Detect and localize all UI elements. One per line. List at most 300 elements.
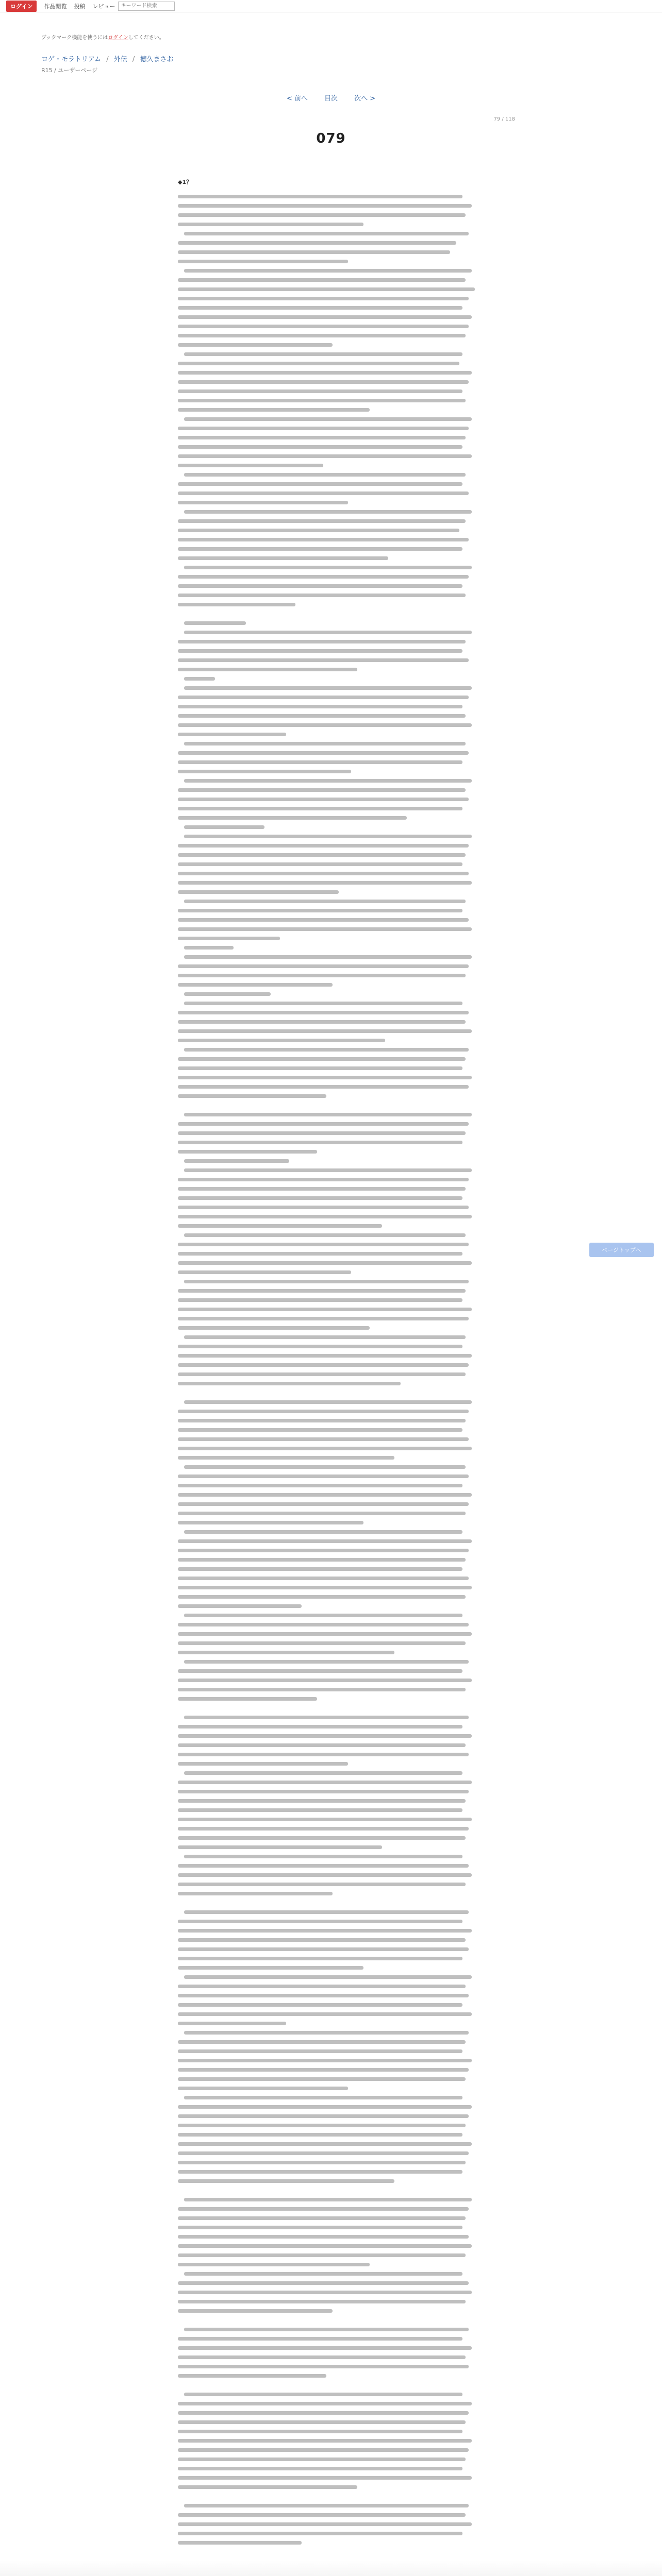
text-line-placeholder	[178, 714, 466, 718]
text-line-placeholder	[178, 1178, 469, 1181]
text-line-placeholder	[178, 315, 472, 319]
breadcrumb	[41, 54, 173, 63]
login-notice	[41, 33, 164, 41]
text-line	[178, 1082, 487, 1091]
text-line-placeholder	[178, 881, 472, 885]
text-line-placeholder	[178, 1725, 462, 1728]
text-line-placeholder	[178, 519, 466, 523]
text-line-placeholder	[178, 195, 462, 198]
text-line	[178, 2417, 487, 2427]
text-line-placeholder	[178, 649, 462, 653]
text-line	[178, 646, 487, 655]
text-line	[178, 1573, 487, 1583]
text-line-placeholder	[178, 1521, 363, 1524]
text-line	[178, 794, 487, 804]
text-line-placeholder	[178, 1604, 302, 1608]
text-line	[178, 284, 487, 294]
text-line	[178, 1240, 487, 1249]
text-line	[178, 257, 487, 266]
text-line-placeholder	[178, 2077, 466, 2081]
text-line-placeholder	[178, 2300, 466, 2303]
text-line-placeholder	[178, 1641, 466, 1645]
text-line	[178, 1870, 487, 1879]
text-line	[178, 2260, 487, 2269]
text-line	[178, 1750, 487, 1759]
text-line-placeholder	[178, 2012, 472, 2016]
text-line	[178, 2529, 487, 2538]
text-line-placeholder	[184, 1530, 462, 1534]
text-line	[178, 2287, 487, 2297]
page-top-button[interactable]: ページトップへ	[589, 1243, 654, 1257]
text-line	[178, 2065, 487, 2074]
text-line-placeholder	[178, 501, 348, 504]
text-line	[178, 655, 487, 665]
text-line-placeholder	[178, 2068, 469, 2072]
text-line-placeholder	[178, 974, 466, 977]
text-line-placeholder	[178, 547, 462, 551]
text-line-placeholder	[178, 2374, 326, 2378]
text-line	[178, 887, 487, 896]
nav-link-post[interactable]: 投稿	[74, 3, 86, 10]
text-line-placeholder	[178, 1762, 348, 1766]
text-line	[178, 1972, 487, 1981]
text-line-placeholder	[178, 816, 407, 820]
text-line	[178, 1796, 487, 1805]
text-line-placeholder	[178, 1669, 462, 1673]
text-line-placeholder	[178, 640, 466, 643]
text-line-placeholder	[178, 1372, 466, 1376]
text-line	[178, 832, 487, 841]
text-line-placeholder	[178, 2226, 462, 2229]
text-line-placeholder	[178, 1252, 462, 1256]
text-line-placeholder	[178, 1595, 466, 1599]
text-line	[178, 2195, 487, 2204]
text-line-placeholder	[178, 1066, 462, 1070]
text-line	[178, 1342, 487, 1351]
text-line	[178, 1509, 487, 1518]
text-line-placeholder	[178, 1743, 466, 1747]
text-line	[178, 841, 487, 850]
text-line	[178, 2009, 487, 2019]
text-line-placeholder	[178, 464, 323, 467]
text-line-placeholder	[178, 297, 469, 300]
text-line	[178, 1898, 487, 1907]
text-line-placeholder	[178, 862, 462, 866]
text-line	[178, 1675, 487, 1685]
text-line-placeholder	[184, 473, 466, 477]
text-line	[178, 1546, 487, 1555]
nav-link-browse[interactable]: 作品閲覧	[44, 3, 67, 10]
text-line	[178, 1944, 487, 1954]
login-button[interactable]: ログイン	[6, 1, 37, 12]
text-line	[178, 1833, 487, 1842]
text-line	[178, 1963, 487, 1972]
text-line-placeholder	[178, 1873, 472, 1877]
text-line	[178, 869, 487, 878]
text-line-placeholder	[178, 1808, 462, 1812]
text-line	[178, 1713, 487, 1722]
text-line	[178, 2176, 487, 2185]
text-line	[178, 2204, 487, 2213]
text-line-placeholder	[178, 2105, 472, 2109]
text-line	[178, 303, 487, 312]
text-line	[178, 2102, 487, 2111]
text-line-placeholder	[178, 770, 351, 773]
text-line	[178, 1638, 487, 1648]
text-line-placeholder	[178, 1020, 466, 1024]
text-line	[178, 507, 487, 516]
text-line-placeholder	[178, 1623, 469, 1626]
text-line	[178, 2213, 487, 2223]
top-navigation-bar	[0, 0, 662, 12]
text-line	[178, 201, 487, 210]
text-line-placeholder	[178, 2235, 469, 2239]
text-line-placeholder	[178, 1196, 462, 1200]
text-line	[178, 1954, 487, 1963]
text-line	[178, 859, 487, 869]
text-line-placeholder	[178, 1326, 370, 1330]
next-chapter-link[interactable]: 次へ >	[354, 95, 376, 103]
text-line-placeholder	[178, 2133, 462, 2137]
text-line	[178, 730, 487, 739]
text-line-placeholder	[178, 2355, 466, 2359]
text-line	[178, 822, 487, 832]
text-line-placeholder	[178, 1966, 363, 1970]
text-line	[178, 1935, 487, 1944]
text-line-placeholder	[178, 1039, 385, 1042]
text-line	[178, 1156, 487, 1165]
text-line	[178, 1295, 487, 1304]
text-line	[178, 998, 487, 1008]
text-line-placeholder	[178, 1243, 469, 1246]
text-line	[178, 813, 487, 822]
text-line-placeholder	[178, 2467, 462, 2470]
text-line-placeholder	[184, 2393, 462, 2396]
text-line-placeholder	[178, 1994, 469, 1997]
breadcrumb-author[interactable]: 徳久まさお	[140, 56, 174, 63]
text-line	[178, 1518, 487, 1527]
text-line-placeholder	[178, 204, 472, 208]
text-line	[178, 1499, 487, 1509]
text-line	[178, 590, 487, 600]
text-line-placeholder	[178, 1502, 469, 1506]
text-line-placeholder	[184, 1975, 472, 1979]
text-line	[178, 1351, 487, 1360]
text-line	[178, 1100, 487, 1110]
text-line-placeholder	[178, 872, 469, 875]
text-line	[178, 665, 487, 674]
text-line	[178, 767, 487, 776]
text-line	[178, 1258, 487, 1267]
text-line	[178, 2130, 487, 2139]
text-line-placeholder	[178, 1577, 469, 1580]
text-line-placeholder	[178, 2022, 286, 2025]
text-line	[178, 2158, 487, 2167]
text-line-placeholder	[178, 2059, 472, 2062]
breadcrumb-separator: /	[132, 56, 135, 63]
text-line	[178, 2371, 487, 2380]
text-line	[178, 804, 487, 813]
text-line-placeholder	[178, 1363, 469, 1367]
text-line	[178, 1165, 487, 1175]
text-line	[178, 2019, 487, 2028]
text-line-placeholder	[178, 2244, 472, 2248]
text-line	[178, 1008, 487, 1017]
text-line	[178, 1416, 487, 1425]
text-line	[178, 1666, 487, 1675]
text-line	[178, 2352, 487, 2362]
text-line-placeholder	[178, 853, 466, 857]
text-line	[178, 2538, 487, 2547]
text-line	[178, 2111, 487, 2121]
text-line-placeholder	[178, 1317, 469, 1320]
text-line	[178, 1063, 487, 1073]
text-line	[178, 331, 487, 340]
work-meta: R15 / ユーザーページ	[41, 67, 98, 74]
breadcrumb-chapter[interactable]: 外伝	[113, 56, 127, 63]
text-line-placeholder	[178, 1094, 326, 1098]
text-line	[178, 2148, 487, 2158]
text-line	[178, 2454, 487, 2464]
text-line-placeholder	[178, 2263, 370, 2266]
text-line-placeholder	[184, 955, 472, 959]
text-line-placeholder	[178, 760, 462, 764]
text-line	[178, 1026, 487, 1036]
nav-link-review[interactable]: レビュー	[92, 3, 115, 10]
text-line	[178, 535, 487, 544]
text-line	[178, 210, 487, 219]
text-line-placeholder	[178, 798, 469, 801]
text-line	[178, 1425, 487, 1434]
text-line-placeholder	[178, 1512, 466, 1515]
text-line	[178, 1175, 487, 1184]
text-line-placeholder	[178, 2040, 466, 2044]
text-line-placeholder	[178, 909, 462, 912]
text-line	[178, 2223, 487, 2232]
text-line	[178, 1267, 487, 1277]
text-line	[178, 2297, 487, 2306]
text-line	[178, 2056, 487, 2065]
text-line-placeholder	[178, 1586, 472, 1589]
text-line-placeholder	[178, 705, 462, 708]
search-input[interactable]	[118, 2, 175, 11]
text-line	[178, 934, 487, 943]
text-line	[178, 1852, 487, 1861]
text-line-placeholder	[178, 2448, 469, 2452]
text-line	[178, 1249, 487, 1258]
text-line	[178, 1777, 487, 1787]
text-line	[178, 1787, 487, 1796]
text-line-placeholder	[178, 1632, 472, 1636]
text-line	[178, 692, 487, 702]
text-line	[178, 896, 487, 906]
text-line-placeholder	[178, 1883, 466, 1886]
text-line	[178, 1879, 487, 1889]
text-line	[178, 2519, 487, 2529]
text-line-placeholder	[184, 1716, 469, 1719]
text-line-placeholder	[178, 482, 462, 486]
text-line	[178, 1471, 487, 1481]
text-line-placeholder	[178, 1567, 462, 1571]
text-line	[178, 683, 487, 692]
text-line	[178, 442, 487, 451]
text-line-placeholder	[178, 1206, 469, 1209]
text-line	[178, 2000, 487, 2009]
text-line-placeholder	[178, 1549, 469, 1552]
text-line-placeholder	[178, 733, 286, 736]
text-line-placeholder	[178, 2170, 462, 2174]
text-line	[178, 1453, 487, 1462]
text-line-placeholder	[178, 306, 462, 310]
text-line	[178, 1824, 487, 1833]
text-line-placeholder	[184, 1614, 462, 1617]
text-line-placeholder	[178, 1011, 469, 1014]
text-line	[178, 1045, 487, 1054]
text-line	[178, 1592, 487, 1601]
text-line	[178, 1861, 487, 1870]
text-line	[178, 1369, 487, 1379]
text-line	[178, 1360, 487, 1369]
text-line-placeholder	[178, 1651, 394, 1654]
text-line	[178, 1620, 487, 1629]
text-line	[178, 1073, 487, 1082]
text-line-placeholder	[178, 241, 456, 245]
breadcrumb-work-title[interactable]: ロゲ・モラトリアム	[41, 56, 102, 63]
text-line-placeholder	[184, 992, 271, 996]
text-line	[178, 943, 487, 952]
text-line	[178, 2510, 487, 2519]
text-line	[178, 423, 487, 433]
text-line-placeholder	[178, 1150, 317, 1154]
text-line	[178, 618, 487, 628]
text-line-placeholder	[178, 2458, 466, 2461]
text-line	[178, 544, 487, 553]
text-line	[178, 1555, 487, 1564]
text-line-placeholder	[178, 2003, 462, 2007]
text-line	[178, 1332, 487, 1342]
text-line	[178, 2028, 487, 2037]
text-line-placeholder	[178, 1493, 472, 1497]
text-line-placeholder	[184, 1280, 469, 1283]
text-line-placeholder	[178, 2522, 472, 2526]
text-line	[178, 219, 487, 229]
text-line	[178, 1657, 487, 1666]
text-line	[178, 2464, 487, 2473]
text-line	[178, 1601, 487, 1611]
text-line-placeholder	[178, 1920, 462, 1923]
text-line	[178, 1629, 487, 1638]
text-line	[178, 1685, 487, 1694]
text-line-placeholder	[178, 2365, 469, 2368]
text-line	[178, 748, 487, 757]
text-line	[178, 386, 487, 396]
text-line-placeholder	[178, 1734, 472, 1738]
text-line-placeholder	[178, 2114, 469, 2118]
text-line-placeholder	[178, 445, 462, 449]
text-line-placeholder	[178, 575, 469, 579]
text-line-placeholder	[184, 1400, 472, 1404]
text-line-placeholder	[178, 1354, 472, 1358]
text-line-placeholder	[178, 2291, 472, 2294]
text-line-placeholder	[178, 2476, 472, 2480]
text-line-placeholder	[178, 1985, 466, 1988]
text-line	[178, 1221, 487, 1230]
text-line	[178, 2445, 487, 2454]
text-line	[178, 470, 487, 479]
text-line	[178, 488, 487, 498]
text-line-placeholder	[178, 454, 472, 458]
text-line-placeholder	[178, 2402, 472, 2405]
text-line	[178, 2074, 487, 2083]
text-line	[178, 776, 487, 785]
text-line-placeholder	[178, 1224, 382, 1228]
text-line-placeholder	[178, 2049, 462, 2053]
text-line	[178, 1889, 487, 1898]
text-line-placeholder	[184, 417, 472, 421]
text-line-placeholder	[178, 1688, 466, 1691]
text-line	[178, 674, 487, 683]
text-line	[178, 785, 487, 794]
text-line	[178, 266, 487, 275]
text-line	[178, 1193, 487, 1202]
text-line	[178, 1119, 487, 1128]
text-line-placeholder	[178, 1215, 472, 1218]
text-line	[178, 702, 487, 711]
text-line	[178, 1722, 487, 1731]
text-line-placeholder	[184, 1168, 472, 1172]
text-line-placeholder	[178, 1428, 462, 1432]
text-line-placeholder	[184, 232, 469, 235]
text-line-placeholder	[178, 408, 370, 412]
text-line-placeholder	[178, 371, 472, 375]
text-line-placeholder	[178, 389, 462, 393]
text-line	[178, 275, 487, 284]
text-line-placeholder	[178, 1679, 472, 1682]
text-line-placeholder	[178, 2124, 466, 2127]
text-line-placeholder	[178, 1261, 472, 1265]
text-line-placeholder	[184, 631, 472, 634]
text-line	[178, 377, 487, 386]
text-line	[178, 2492, 487, 2501]
text-line	[178, 1230, 487, 1240]
text-line-placeholder	[178, 1122, 469, 1126]
text-line-placeholder	[178, 2513, 466, 2517]
text-line	[178, 229, 487, 238]
text-line-placeholder	[178, 1289, 466, 1293]
chapter-number: 079	[316, 131, 346, 146]
text-line-placeholder	[178, 1799, 466, 1803]
text-line-placeholder	[178, 1419, 466, 1422]
table-of-contents-link[interactable]: 目次	[324, 95, 338, 103]
text-line-placeholder	[178, 983, 333, 987]
text-line-placeholder	[178, 223, 363, 226]
text-line-placeholder	[178, 1864, 469, 1868]
text-line	[178, 2185, 487, 2195]
text-line	[178, 739, 487, 748]
text-line-placeholder	[178, 594, 466, 597]
text-line-placeholder	[178, 250, 450, 254]
text-line	[178, 359, 487, 368]
text-line-placeholder	[178, 1781, 472, 1784]
text-line	[178, 516, 487, 526]
text-line-placeholder	[178, 334, 466, 337]
text-line	[178, 1648, 487, 1657]
notice-login-link[interactable]: ログイン	[108, 35, 128, 41]
text-line-placeholder	[184, 2096, 462, 2099]
text-line	[178, 2389, 487, 2399]
text-line	[178, 2482, 487, 2492]
prev-chapter-link[interactable]: < 前へ	[286, 95, 308, 103]
